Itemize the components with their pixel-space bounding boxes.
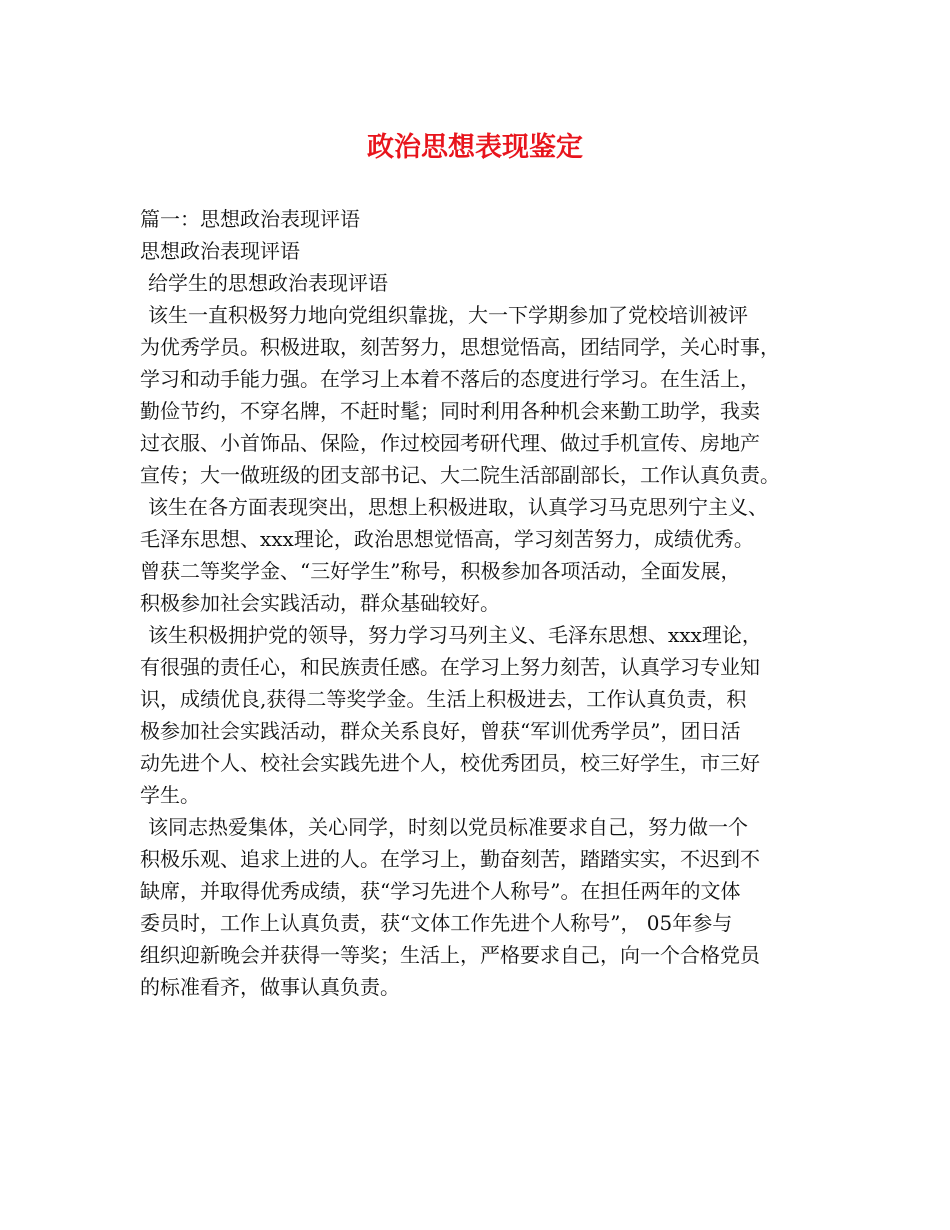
- paragraph-line: 委员时，工作上认真负责，获“文体工作先进个人称号”， 05年参与: [140, 911, 733, 935]
- paragraph-line: 过衣服、小首饰品、保险，作过校园考研代理、做过手机宣传、房地产: [140, 431, 760, 455]
- paragraph-3: [140, 619, 830, 811]
- section-heading: 篇一：思想政治表现评语: [140, 207, 360, 231]
- paragraph-line: 识，成绩优良,获得二等奖学金。生活上积极进去，工作认真负责，积: [140, 687, 747, 711]
- intro-line: 给学生的思想政治表现评语: [148, 271, 388, 295]
- paragraph-line: 宣传；大一做班级的团支部书记、大二院生活部副部长，工作认真负责。: [140, 463, 780, 487]
- paragraph-line: 为优秀学员。积极进取，刻苦努力，思想觉悟高，团结同学，关心时事，: [140, 335, 780, 359]
- paragraph-line: 积极乐观、追求上进的人。在学习上，勤奋刻苦，踏踏实实，不迟到不: [140, 847, 760, 871]
- paragraph-line: 该生在各方面表现突出，思想上积极进取，认真学习马克思列宁主义、: [148, 495, 768, 519]
- subheading: 思想政治表现评语: [140, 239, 300, 263]
- paragraph-line: 学生。: [140, 783, 200, 807]
- document-title: 政治思想表现鉴定: [367, 132, 583, 163]
- paragraph-line: 极参加社会实践活动，群众关系良好，曾获“军训优秀学员”，团日活: [140, 719, 741, 743]
- paragraph-1: [140, 299, 830, 491]
- paragraph-line: 毛泽东思想、xxx理论，政治思想觉悟高，学习刻苦努力，成绩优秀。: [140, 527, 754, 551]
- paragraph-line: 动先进个人、校社会实践先进个人，校优秀团员，校三好学生，市三好: [140, 751, 760, 775]
- paragraph-line: 组织迎新晚会并获得一等奖；生活上，严格要求自己，向一个合格党员: [140, 943, 760, 967]
- paragraph-2: [140, 491, 830, 619]
- paragraph-4: [140, 811, 830, 1003]
- paragraph-line: 该同志热爱集体，关心同学，时刻以党员标准要求自己，努力做一个: [148, 815, 748, 839]
- document-body: [140, 203, 830, 1003]
- paragraph-line: 积极参加社会实践活动，群众基础较好。: [140, 591, 500, 615]
- paragraph-line: 的标准看齐，做事认真负责。: [140, 975, 400, 999]
- paragraph-line: 学习和动手能力强。在学习上本着不落后的态度进行学习。在生活上，: [140, 367, 760, 391]
- paragraph-line: 该生积极拥护党的领导，努力学习马列主义、毛泽东思想、xxx理论，: [148, 623, 762, 647]
- paragraph-line: 有很强的责任心，和民族责任感。在学习上努力刻苦，认真学习专业知: [140, 655, 760, 679]
- paragraph-line: 该生一直积极努力地向党组织靠拢，大一下学期参加了党校培训被评: [148, 303, 748, 327]
- paragraph-line: 曾获二等奖学金、“三好学生”称号，积极参加各项活动，全面发展，: [140, 559, 741, 583]
- paragraph-line: 缺席，并取得优秀成绩，获“学习先进个人称号”。在担任两年的文体: [140, 879, 741, 903]
- paragraph-line: 勤俭节约，不穿名牌，不赶时髦；同时利用各种机会来勤工助学，我卖: [140, 399, 760, 423]
